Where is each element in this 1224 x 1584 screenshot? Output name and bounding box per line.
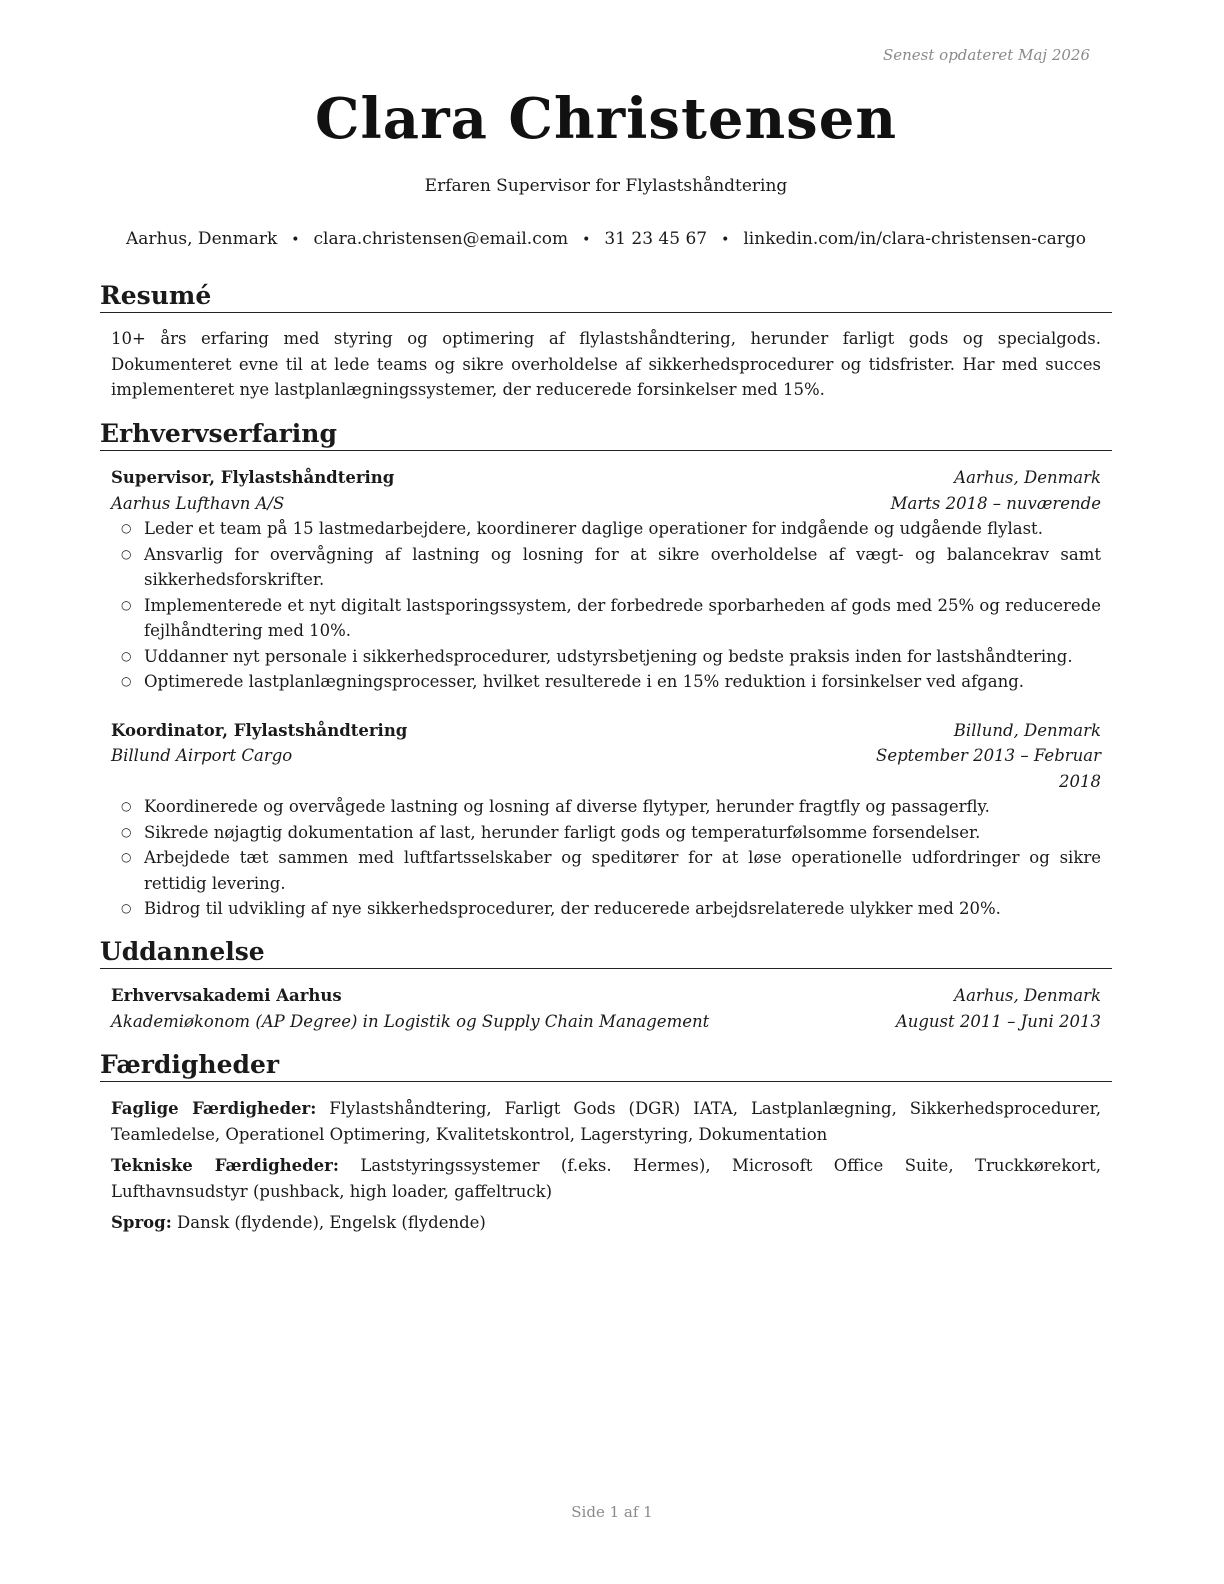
candidate-tagline: Erfaren Supervisor for Flylastshåndtering	[424, 176, 788, 196]
list-item: ○ Arbejdede tæt sammen med luftfartsselskaber og speditører for at løse operationelle udfordringer og sikre rettidig levering.	[111, 845, 1101, 896]
list-item: ○ Sikrede nøjagtig dokumentation af last, herunder farligt gods og temperaturfølsomme forsendelser.	[111, 820, 1101, 846]
education-section	[100, 937, 1112, 1034]
bullet-separator-icon: •	[582, 232, 591, 248]
section-title-summary: Resumé	[100, 281, 1112, 313]
circle-bullet-icon: ○	[121, 521, 132, 535]
education-location: Aarhus, Denmark	[954, 986, 1101, 1005]
section-title-experience: Erhvervserfaring	[100, 419, 1112, 451]
skill-label: Tekniske Færdigheder:	[111, 1156, 339, 1175]
contact-location: Aarhus, Denmark	[125, 229, 278, 249]
job-company: Billund Airport Cargo	[111, 746, 293, 765]
skill-label: Faglige Færdigheder:	[111, 1099, 317, 1118]
list-item: ○ Uddanner nyt personale i sikkerhedsprocedurer, udstyrsbetjening og bedste praksis inden for lastshåndtering.	[111, 644, 1101, 670]
job-role: Supervisor, Flylastshåndtering	[111, 468, 395, 487]
list-item: ○ Bidrog til udvikling af nye sikkerhedsprocedurer, der reducerede arbejdsrelaterede ulykker med 20%.	[111, 896, 1101, 922]
job-location: Billund, Denmark	[953, 720, 1101, 740]
circle-bullet-icon: ○	[121, 648, 132, 663]
circle-bullet-icon: ○	[121, 597, 132, 612]
skill-value: Dansk (flydende), Engelsk (flydende)	[177, 1213, 486, 1232]
skill-value: Flylastshåndtering, Farligt Gods (DGR) IATA, Lastplanlægning, Sikkerhedsprocedurer, Teamledelse, Operationel Optimering, Kvalitetskontrol, Lagerstyring, Dokumentation	[111, 1099, 1101, 1144]
skill-group	[111, 1153, 1101, 1204]
skill-label: Sprog:	[111, 1213, 172, 1232]
contact-line	[100, 229, 1112, 249]
job-entry	[111, 718, 1101, 922]
skill-value: Laststyringssystemer (f.eks. Hermes), Microsoft Office Suite, Truckkørekort, Lufthavnsudstyr (pushback, high loader, gaffeltruck)	[111, 1156, 1102, 1201]
job-role: Koordinator, Flylastshåndtering	[111, 720, 408, 740]
list-item: ○ Implementerede et nyt digitalt lastsporingssystem, der forbedrede sporbarheden af gods med 25% og reducerede fejlhåndtering med 10%.	[111, 593, 1101, 644]
contact-linkedin[interactable]: linkedin.com/in/clara-christensen-cargo	[743, 229, 1087, 249]
list-item: ○ Optimerede lastplanlægningsprocesser, hvilket resulterede i en 15% reduktion i forsinkelser ved afgang.	[111, 669, 1101, 695]
page-number: Side 1 af 1	[571, 1503, 653, 1521]
job-entry	[111, 465, 1101, 695]
last-updated: Senest opdateret Maj 2026	[882, 46, 1090, 64]
candidate-name: Clara Christensen	[314, 86, 898, 152]
circle-bullet-icon: ○	[121, 824, 132, 839]
circle-bullet-icon: ○	[121, 674, 132, 688]
bullet-separator-icon: •	[721, 232, 730, 248]
skills-section	[100, 1050, 1112, 1236]
job-bullets	[111, 794, 1101, 922]
contact-phone: 31 23 45 67	[604, 229, 708, 249]
list-item: ○ Leder et team på 15 lastmedarbejdere, koordinerer daglige operationer for indgående og udgående flylast.	[111, 516, 1101, 542]
circle-bullet-icon: ○	[121, 546, 132, 561]
education-school: Erhvervsakademi Aarhus	[111, 986, 342, 1005]
job-location: Aarhus, Denmark	[954, 468, 1101, 487]
job-dates: Marts 2018 – nuværende	[890, 493, 1101, 513]
section-title-education: Uddannelse	[100, 937, 1112, 969]
section-title-skills: Færdigheder	[100, 1050, 1112, 1082]
circle-bullet-icon: ○	[121, 901, 132, 915]
experience-section	[100, 419, 1112, 922]
education-dates: August 2011 – Juni 2013	[895, 1011, 1101, 1031]
skill-group	[111, 1096, 1101, 1147]
job-bullets	[111, 516, 1101, 695]
job-company: Aarhus Lufthavn A/S	[111, 493, 285, 513]
list-item: ○ Koordinerede og overvågede lastning og losning af diverse flytyper, herunder fragtfly og passagerfly.	[111, 794, 1101, 820]
job-dates: September 2013 – Februar 2018	[876, 746, 1101, 791]
skill-group	[111, 1210, 1101, 1236]
circle-bullet-icon: ○	[121, 799, 132, 813]
summary-section	[100, 281, 1112, 403]
education-degree: Akademiøkonom (AP Degree) in Logistik og Supply Chain Management	[111, 1011, 710, 1031]
summary-text: 10+ års erfaring med styring og optimering af flylastshåndtering, herunder farligt gods og specialgods. Dokumenteret evne til at lede teams og sikre overholdelse af sikkerhedsprocedurer og tidsfrister. Har med succes implementeret nye lastplanlægningssystemer, der reducerede forsinkelser med 15%.	[111, 329, 1101, 399]
circle-bullet-icon: ○	[121, 850, 132, 864]
bullet-separator-icon: •	[291, 232, 300, 248]
list-item: ○ Ansvarlig for overvågning af lastning og losning for at sikre overholdelse af vægt- og balancekrav samt sikkerhedsforskrifter.	[111, 542, 1101, 593]
education-entry	[111, 983, 1101, 1034]
contact-email[interactable]: clara.christensen@email.com	[313, 229, 569, 249]
